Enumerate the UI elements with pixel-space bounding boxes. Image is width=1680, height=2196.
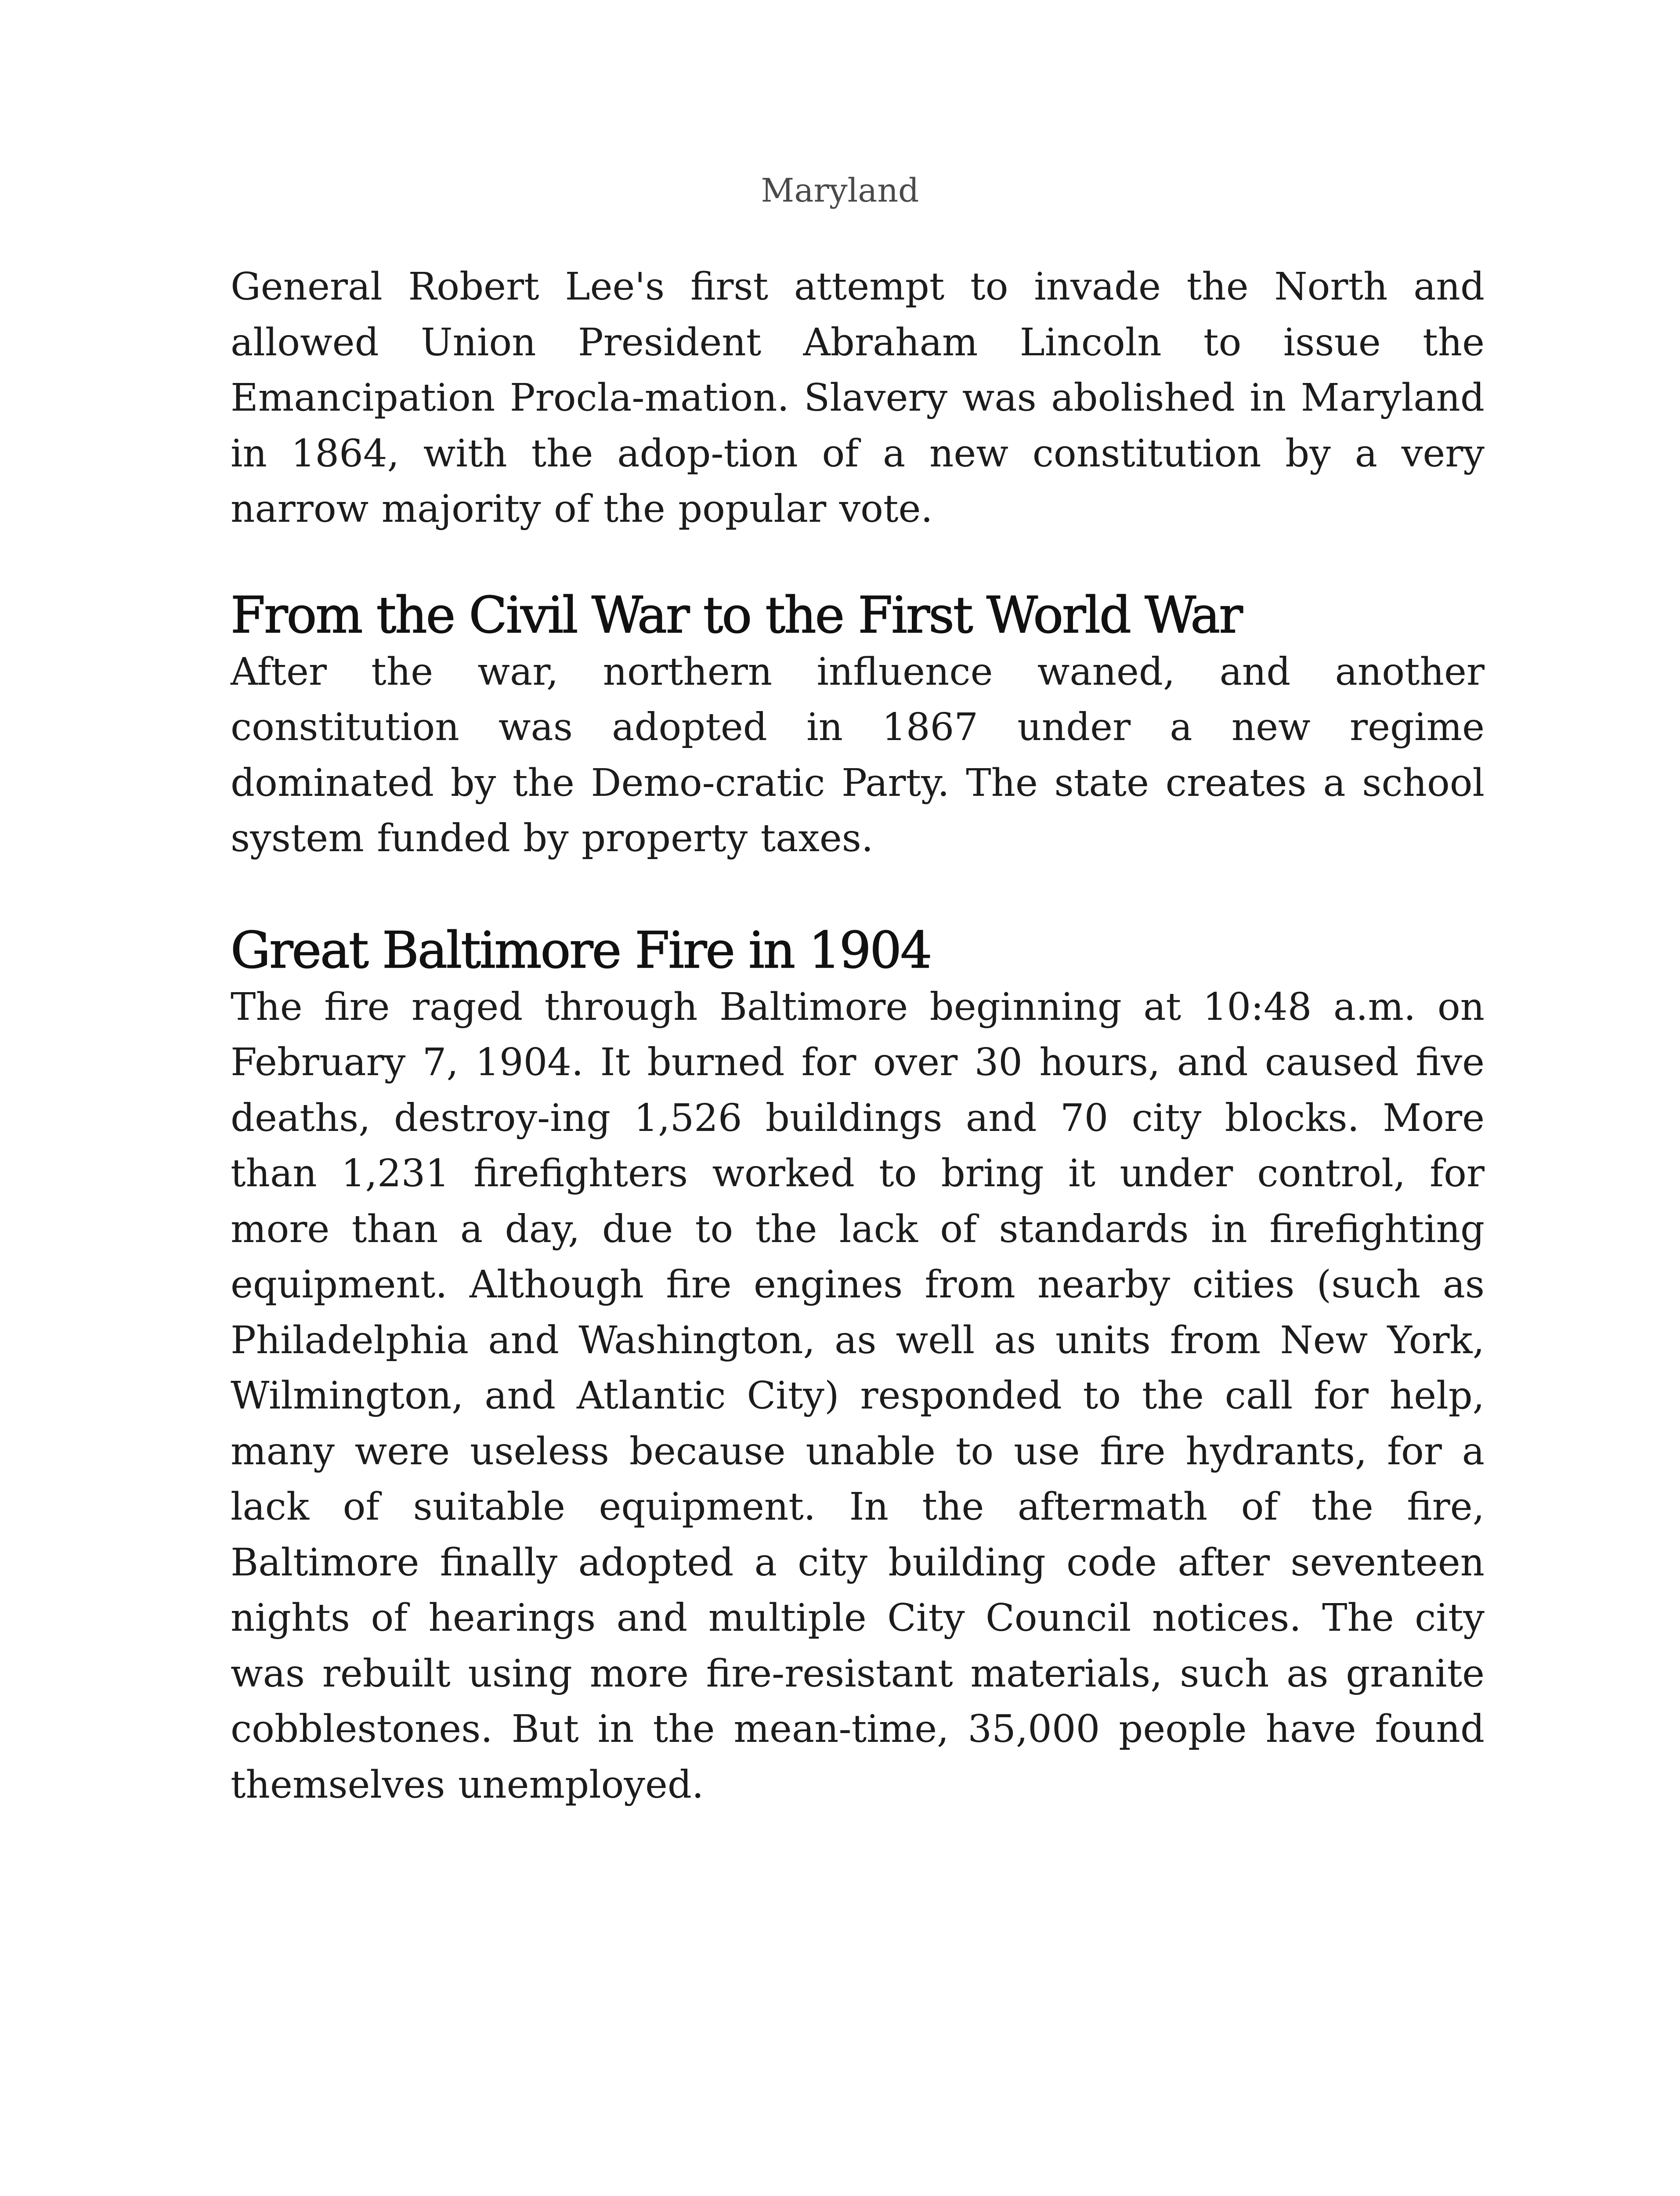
intro-paragraph: General Robert Lee's first attempt to invade the North and allowed Union President Abraham Lincoln to issue the Emancipation Procla-mation. Slavery was abolished in Maryland in 1864, with the adop-tion of a new constitution by a very narrow majority of the popular vote. (231, 265, 1485, 531)
page-content (231, 259, 1485, 1813)
section-heading-baltimore-fire: Great Baltimore Fire in 1904 (231, 921, 931, 979)
running-header: Maryland (761, 172, 919, 209)
section-body-baltimore-fire: The fire raged through Baltimore beginning at 10:48 a.m. on February 7, 1904. It burned for over 30 hours, and caused five deaths, destroy-ing 1,526 buildings and 70 city blocks. More than 1,231 firefighters worked to bring it under control, for more than a day, due to the lack of standards in firefighting equipment. Although fire engines from nearby cities (such as Philadelphia and Washington, as well as units from New York, Wilmington, and Atlantic City) responded to the call for help, many were useless because unable to use fire hydrants, for a lack of suitable equipment. In the aftermath of the fire, Baltimore finally adopted a city building code after seventeen nights of hearings and multiple City Council notices. The city was rebuilt using more fire-resistant materials, such as granite cobblestones. But in the mean-time, 35,000 people have found themselves unemployed. (231, 985, 1485, 1807)
section-heading-civil-war: From the Civil War to the First World War (231, 585, 1242, 644)
section-body-civil-war: After the war, northern influence waned, and another constitution was adopted in 1867 under a new regime dominated by the Demo-cratic Party. The state creates a school system funded by property taxes. (231, 650, 1485, 860)
